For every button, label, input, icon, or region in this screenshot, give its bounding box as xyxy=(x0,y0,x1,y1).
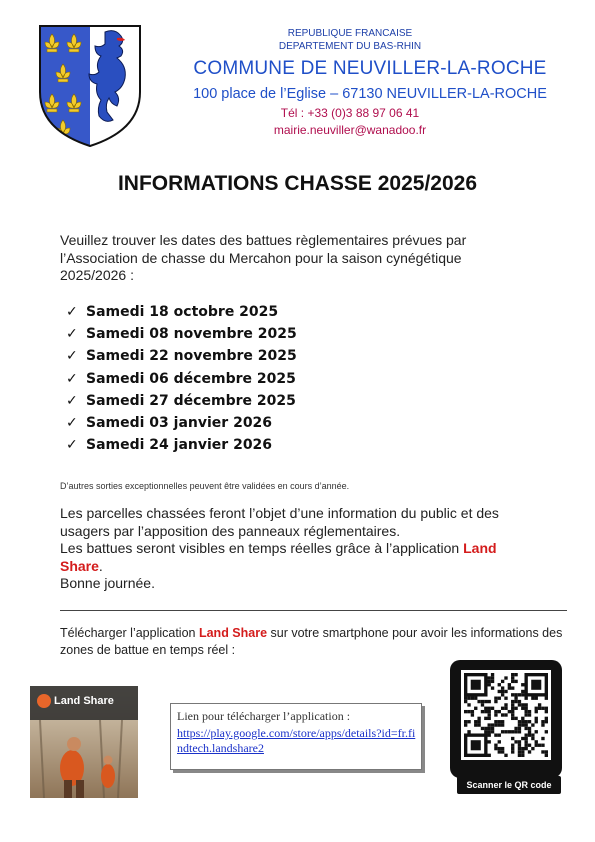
play-store-link[interactable]: https://play.google.com/store/apps/details?id=fr.findtech.landshare2 xyxy=(177,726,416,755)
department-label: DEPARTEMENT DU BAS-RHIN xyxy=(278,41,422,52)
checkmark-icon: ✓ xyxy=(66,326,78,343)
list-item xyxy=(66,434,297,456)
checkmark-icon: ✓ xyxy=(66,437,78,454)
hunt-date: Samedi 24 janvier 2026 xyxy=(86,437,273,454)
parcels-text: Les parcelles chassées feront l’objet d’une information du public et des usagers par l’apposition des panneaux réglementaires. xyxy=(60,505,499,539)
email-address[interactable]: mairie.neuviller@wanadoo.fr xyxy=(273,123,427,137)
commune-address: 100 place de l’Eglise – 67130 NEUVILLER-LA-ROCHE xyxy=(193,86,547,102)
scan-qr-label: Scanner le QR code xyxy=(457,776,561,794)
info-paragraph xyxy=(60,505,540,593)
divider xyxy=(60,610,567,611)
list-item xyxy=(66,301,297,323)
land-share-name: Land Share xyxy=(198,626,268,640)
battues-text xyxy=(60,540,540,575)
page-title: INFORMATIONS CHASSE 2025/2026 xyxy=(117,172,478,195)
commune-name: COMMUNE DE NEUVILLER-LA-ROCHE xyxy=(193,58,547,79)
exceptional-outings-note: D’autres sorties exceptionnelles peuvent être validées en cours d’année. xyxy=(60,481,350,491)
hunt-date: Samedi 18 octobre 2025 xyxy=(86,304,279,321)
phone-number: Tél : +33 (0)3 88 97 06 41 xyxy=(280,106,420,120)
download-instructions xyxy=(60,625,570,659)
list-item xyxy=(66,345,297,367)
republic-label: REPUBLIQUE FRANCAISE xyxy=(287,28,413,39)
list-item xyxy=(66,323,297,345)
hunt-date: Samedi 03 janvier 2026 xyxy=(86,415,273,432)
hunt-date: Samedi 27 décembre 2025 xyxy=(86,392,296,409)
checkmark-icon: ✓ xyxy=(66,392,78,409)
land-share-logo-text: Land Share xyxy=(54,695,114,707)
checkmark-icon: ✓ xyxy=(66,348,78,365)
closing-text: Bonne journée. xyxy=(60,575,155,592)
intro-paragraph: Veuillez trouver les dates des battues règlementaires prévues par l’Association de chasse du Mercahon pour la saison cynégétique 2025/2026 : xyxy=(60,232,467,283)
hunt-date: Samedi 08 novembre 2025 xyxy=(86,326,297,343)
list-item xyxy=(66,412,297,434)
download-text-end: sur votre smartphone pour avoir les informations des zones de battue en temps réel : xyxy=(60,626,563,657)
list-item xyxy=(66,368,297,390)
list-item xyxy=(66,390,297,412)
download-link-box xyxy=(170,703,422,770)
hunt-date: Samedi 22 novembre 2025 xyxy=(86,348,297,365)
download-text-start: Télécharger l’application xyxy=(60,626,199,640)
land-share-image xyxy=(30,686,138,798)
hunt-date: Samedi 06 décembre 2025 xyxy=(86,370,296,387)
checkmark-icon: ✓ xyxy=(66,370,78,387)
checkmark-icon: ✓ xyxy=(66,304,78,321)
land-share-name: Land Share xyxy=(60,540,497,574)
coat-of-arms-icon xyxy=(35,22,145,150)
battues-text-end: . xyxy=(98,557,103,574)
land-share-logo-icon xyxy=(37,694,51,708)
download-link-label: Lien pour télécharger l’application : xyxy=(177,709,351,723)
hunt-dates-list xyxy=(66,301,297,456)
battues-text-start: Les battues seront visibles en temps réelles grâce à l’application xyxy=(60,540,464,557)
qr-code[interactable] xyxy=(450,660,562,780)
checkmark-icon: ✓ xyxy=(66,415,78,432)
